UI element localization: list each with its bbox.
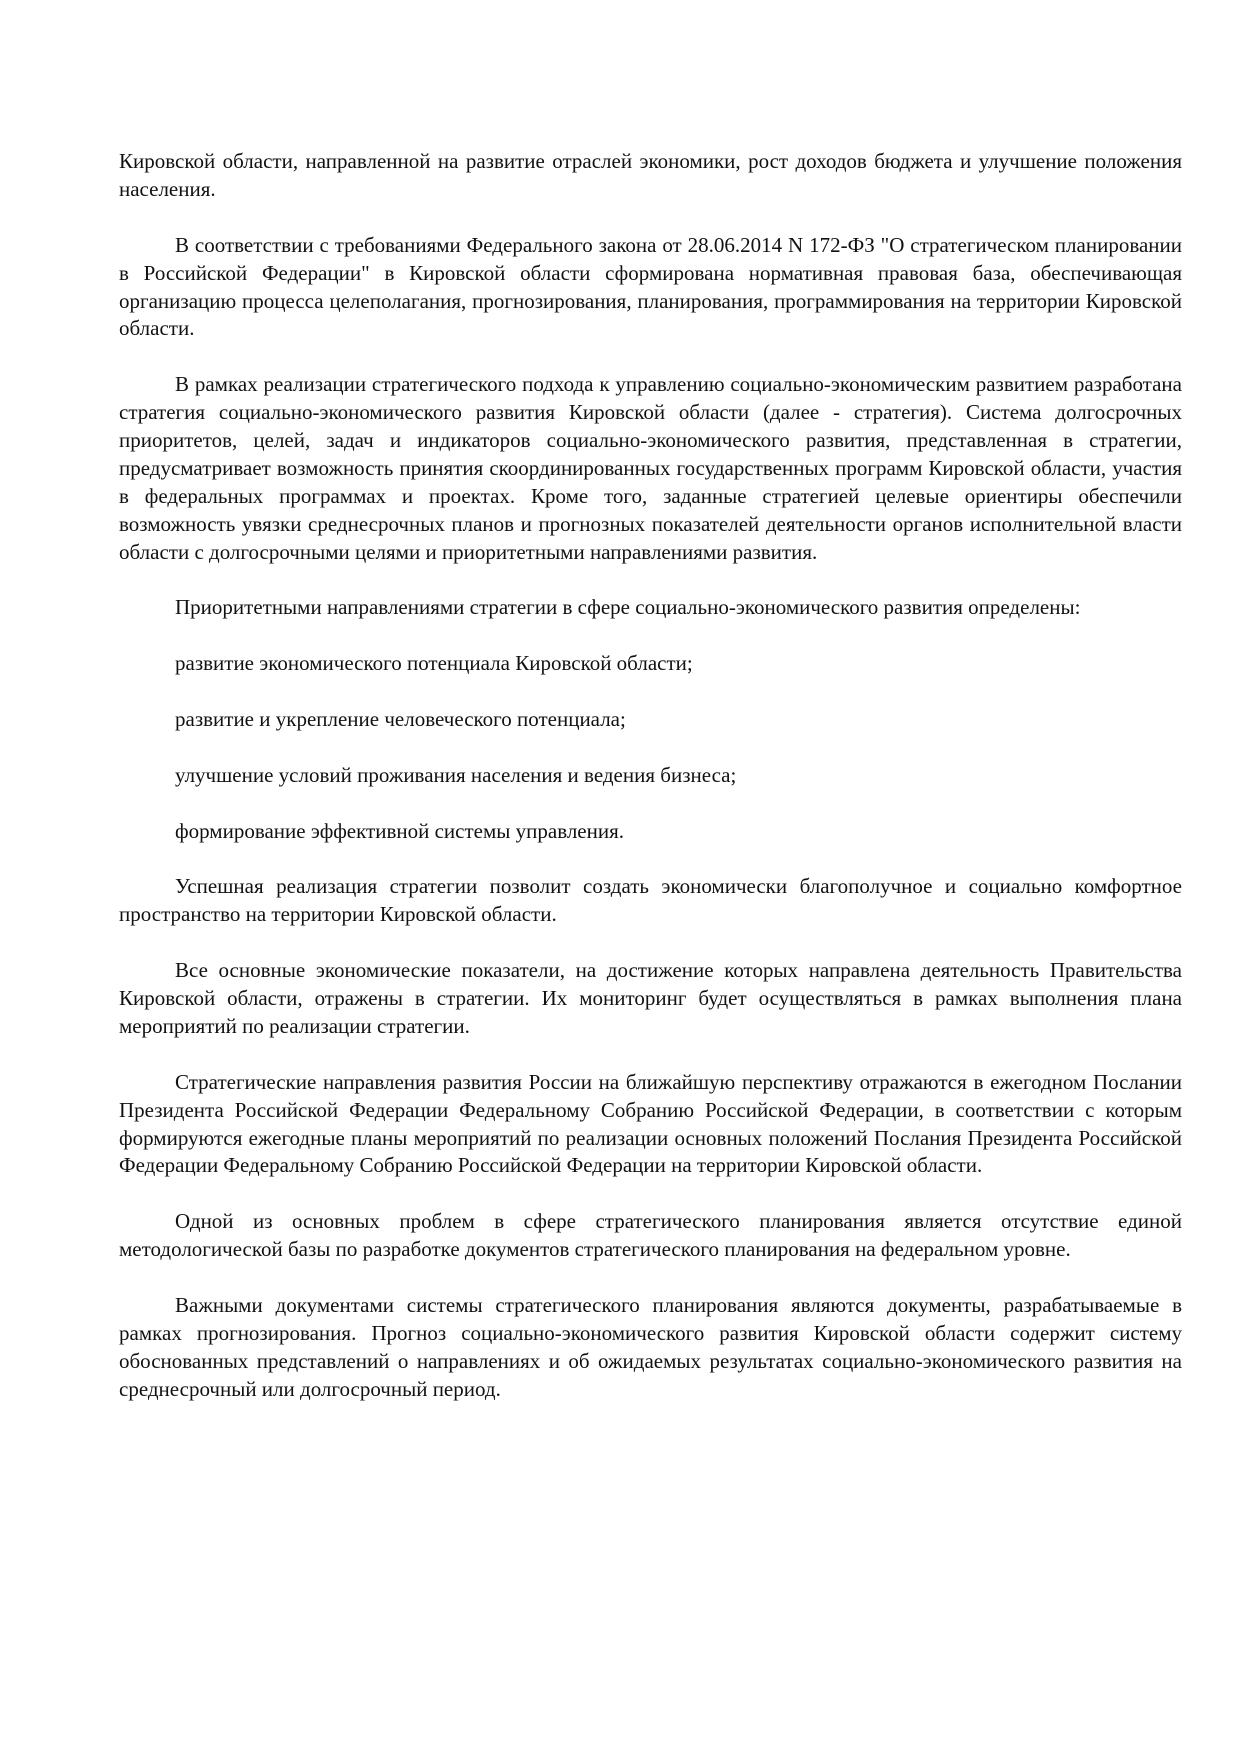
paragraph: В рамках реализации стратегического подхода к управлению социально-экономическим развитием разработана стратегия социально-экономического развития Кировской области (далее - стратегия). Система долгосрочных приоритетов, целей, задач и индикаторов социально-экономического развития, представленная в стратегии, предусматривает возможность принятия скоординированных государственных программ Кировской области, участия в федеральных программах и проектах. Кроме того, заданные стратегией целевые ориентиры обеспечили возможность увязки среднесрочных планов и прогнозных показателей деятельности органов исполнительной власти области с долгосрочными целями и приоритетными направлениями развития. [119, 372, 1182, 564]
paragraph: Одной из основных проблем в сфере стратегического планирования является отсутствие единой методологической базы по разработке документов стратегического планирования на федеральном уровне. [119, 1209, 1182, 1262]
document-page [119, 148, 1182, 1431]
paragraph: Важными документами системы стратегического планирования являются документы, разрабатываемые в рамках прогнозирования. Прогноз социально-экономического развития Кировской области содержит систему обоснованных представлений о направлениях и об ожидаемых результатах социально-экономического развития на среднесрочный или долгосрочный период. [119, 1292, 1182, 1401]
list-item: улучшение условий проживания населения и ведения бизнеса; [175, 762, 737, 787]
paragraph: В соответствии с требованиями Федерального закона от 28.06.2014 N 172-ФЗ "О стратегическом планировании в Российской Федерации" в Кировской области сформирована нормативная правовая база, обеспечивающая организацию процесса целеполагания, прогнозирования, планирования, программирования на территории Кировской области. [119, 232, 1182, 341]
paragraph: Стратегические направления развития России на ближайшую перспективу отражаются в ежегодном Послании Президента Российской Федерации Федеральному Собранию Российской Федерации, в соответствии с которым формируются ежегодные планы мероприятий по реализации основных положений Послания Президента Российской Федерации Федеральному Собранию Российской Федерации на территории Кировской области. [119, 1069, 1182, 1178]
paragraph: Все основные экономические показатели, на достижение которых направлена деятельность Правительства Кировской области, отражены в стратегии. Их мониторинг будет осуществляться в рамках выполнения плана мероприятий по реализации стратегии. [119, 958, 1182, 1038]
list-item: формирование эффективной системы управления. [175, 818, 625, 843]
paragraph: Приоритетными направлениями стратегии в сфере социально-экономического развития определены: [175, 595, 1081, 620]
list-item: развитие экономического потенциала Кировской области; [175, 651, 693, 676]
paragraph: Кировской области, направленной на развитие отраслей экономики, рост доходов бюджета и улучшение положения населения. [119, 149, 1182, 201]
list-item: развитие и укрепление человеческого потенциала; [175, 707, 626, 732]
paragraph: Успешная реализация стратегии позволит создать экономически благополучное и социально комфортное пространство на территории Кировской области. [119, 874, 1182, 927]
